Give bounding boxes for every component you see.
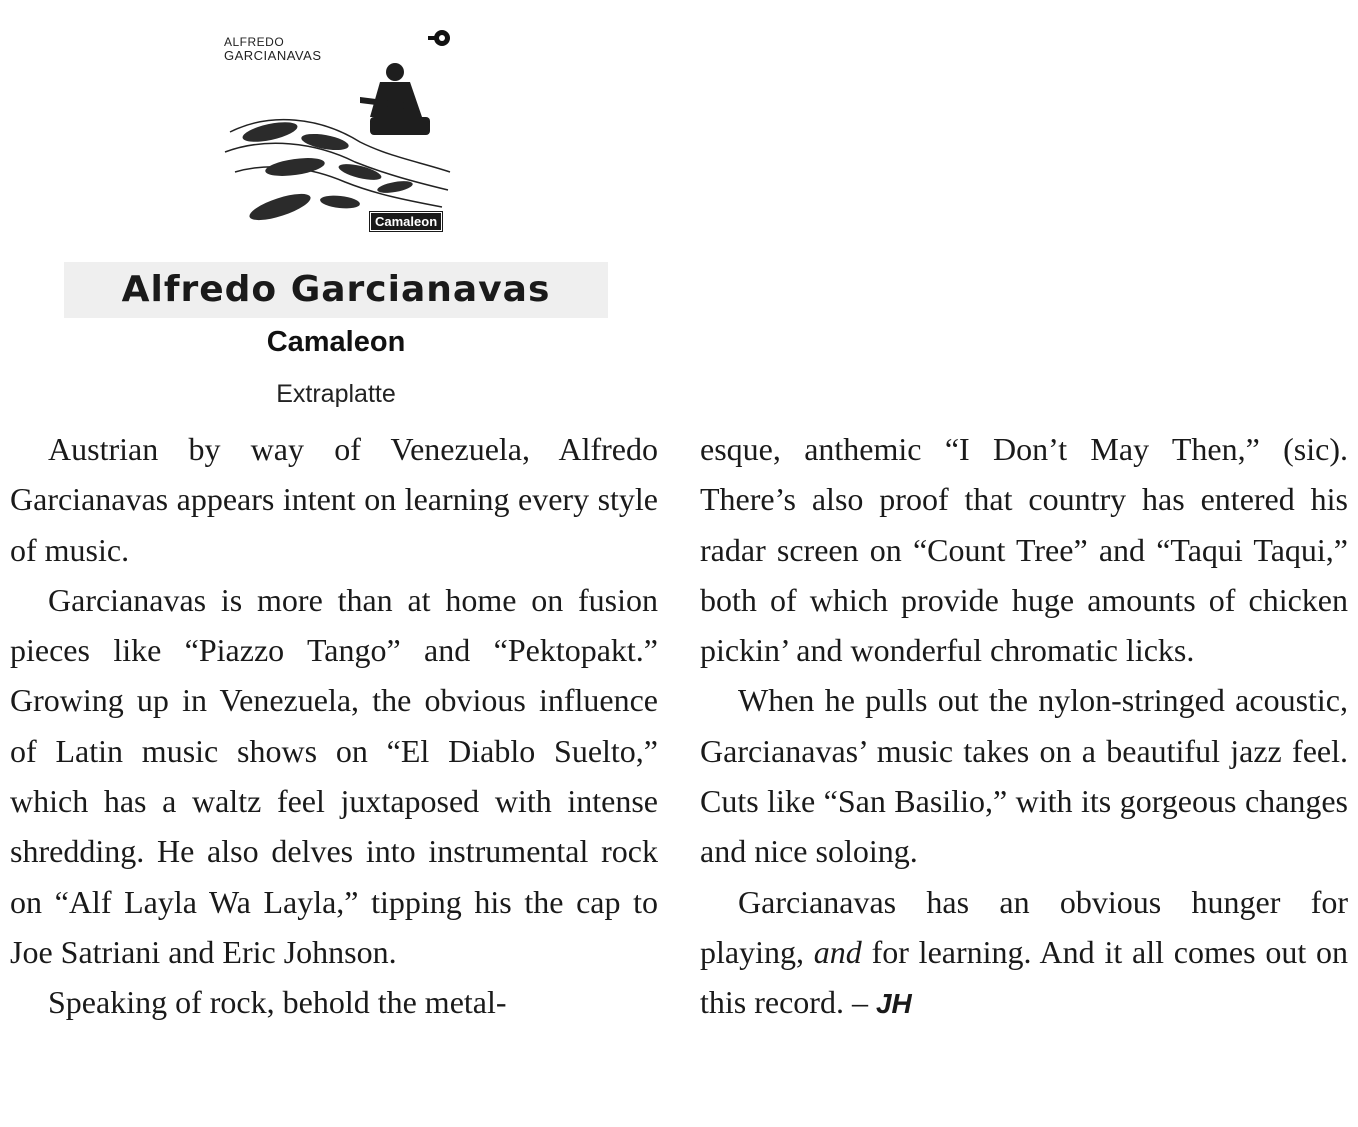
review-column-right xyxy=(700,424,1348,1030)
review-paragraph-closing xyxy=(700,877,1348,1030)
album-cover xyxy=(210,22,460,242)
album-title: Camaleon xyxy=(266,326,406,358)
review-paragraph: Austrian by way of Venezuela, Alfredo Garcianavas appears intent on learning every style of music. xyxy=(10,431,658,568)
cover-artist-last-name: GARCIANAVAS xyxy=(224,48,322,63)
reviewer-signature: JH xyxy=(875,988,912,1020)
closing-text-end: for learning. And it all comes out on this record. – xyxy=(700,933,1349,1021)
record-label: Extraplatte xyxy=(276,380,396,408)
artist-headline: Alfredo Garcianavas xyxy=(64,262,608,318)
cover-label-badge: Camaleon xyxy=(370,212,442,231)
review-paragraph-continued: esque, anthemic “I Don’t May Then,” (sic). There’s also proof that country has entered his radar screen on “Count Tree” and “Taqui Taqui,” both of which provide huge amounts of chicken pickin’ and wonderful chromatic licks. xyxy=(700,431,1348,669)
cover-artist-first-name: ALFREDO xyxy=(224,35,285,49)
closing-text-italic: and xyxy=(813,933,862,970)
review-paragraph: Speaking of rock, behold the metal- xyxy=(48,984,507,1021)
review-paragraph: When he pulls out the nylon-stringed acoustic, Garcianavas’ music takes on a beautiful jazz feel. Cuts like “San Basilio,” with its gorgeous changes and nice soloing. xyxy=(700,682,1348,870)
review-column-left xyxy=(10,424,658,1028)
review-paragraph: Garcianavas is more than at home on fusion pieces like “Piazzo Tango” and “Pektopakt.” Growing up in Venezuela, the obvious influence of Latin music shows on “El Diablo Suelto,” which has a waltz feel juxtaposed with intense shredding. He also delves into instrumental rock on “Alf Layla Wa Layla,” tipping his the cap to Joe Satriani and Eric Johnson. xyxy=(10,581,658,970)
closing-text-start: Garcianavas has an obvious hunger for playing, xyxy=(700,883,1348,970)
